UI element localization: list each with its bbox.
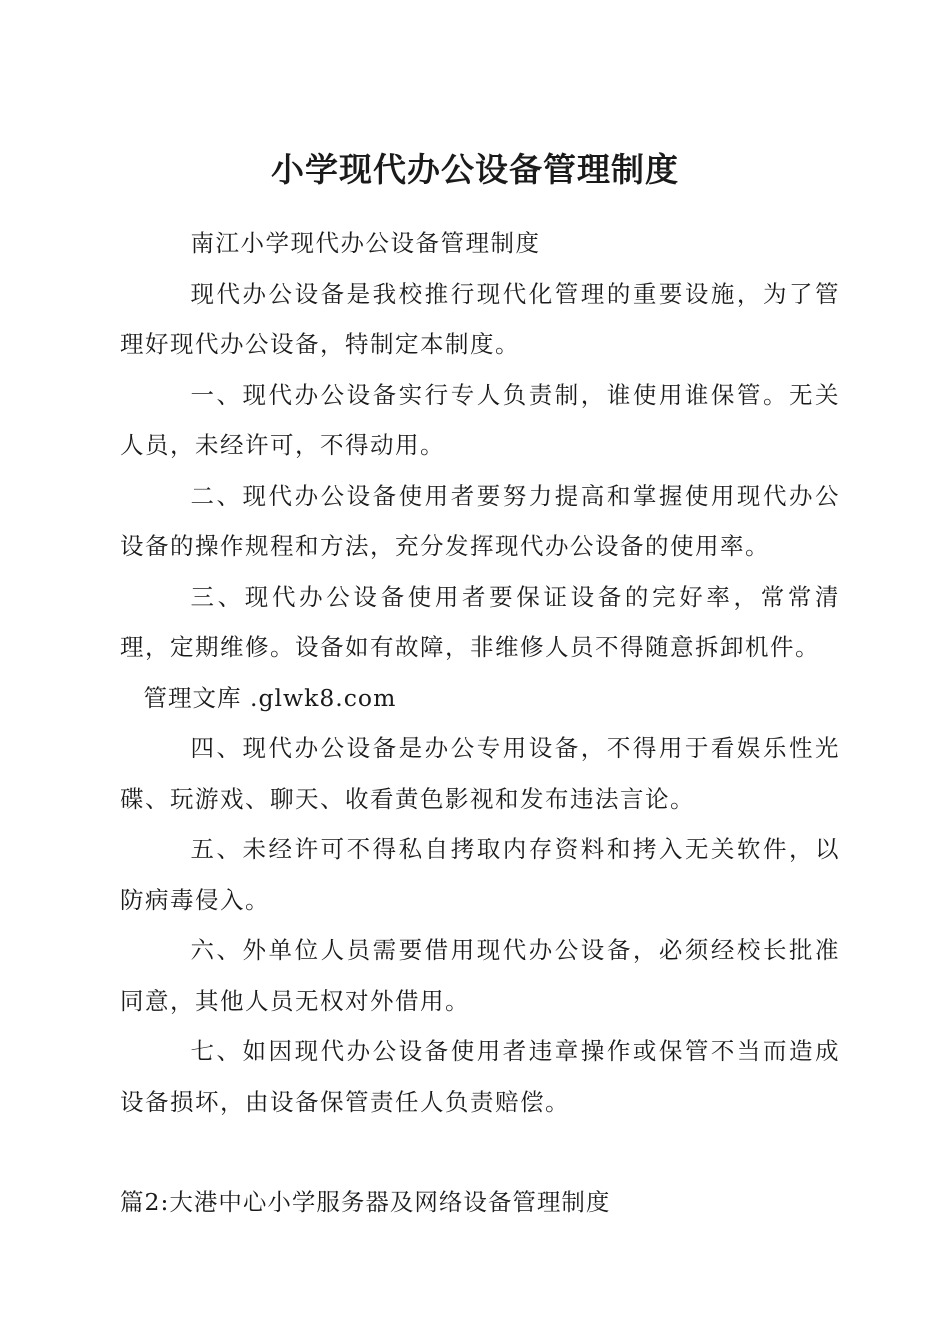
rule-paragraph: 四、现代办公设备是办公专用设备，不得用于看娱乐性光碟、玩游戏、聊天、收看黄色影视和发布违法言论。 [120, 734, 840, 813]
rule-paragraph: 二、现代办公设备使用者要努力提高和掌握使用现代办公设备的操作规程和方法，充分发挥现代办公设备的使用率。 [120, 481, 840, 560]
intro-paragraph: 现代办公设备是我校推行现代化管理的重要设施，为了管理好现代办公设备，特制定本制度。 [120, 279, 840, 358]
rule-paragraph: 三、现代办公设备使用者要保证设备的完好率，常常清理，定期维修。设备如有故障，非维修人员不得随意拆卸机件。 [120, 582, 840, 661]
rule-paragraph: 五、未经许可不得私自拷取内存资料和拷入无关软件，以防病毒侵入。 [120, 835, 840, 914]
site-note: 管理文库 .glwk8.com [143, 683, 397, 712]
document-title: 小学现代办公设备管理制度 [271, 150, 679, 189]
rule-paragraph: 七、如因现代办公设备使用者违章操作或保管不当而造成设备损坏，由设备保管责任人负责赔偿。 [120, 1037, 840, 1116]
document-body [120, 218, 840, 1228]
rule-paragraph: 六、外单位人员需要借用现代办公设备，必须经校长批准同意，其他人员无权对外借用。 [120, 936, 840, 1015]
next-section-heading: 篇2:大港中心小学服务器及网络设备管理制度 [120, 1188, 611, 1216]
paragraph-spacer [120, 1127, 840, 1177]
document-subtitle: 南江小学现代办公设备管理制度 [190, 229, 541, 257]
rule-paragraph: 一、现代办公设备实行专人负责制，谁使用谁保管。无关人员，未经许可，不得动用。 [120, 380, 840, 459]
